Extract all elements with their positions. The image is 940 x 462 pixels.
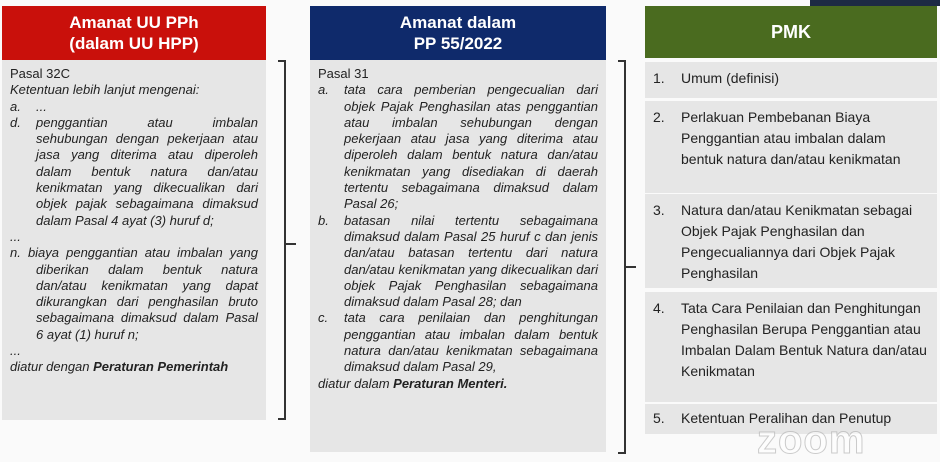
lead-text: Ketentuan lebih lanjut mengenai:: [10, 82, 200, 98]
header-pp-55: [310, 6, 606, 60]
item-text: penggantian atau imbalan sehubungan dengan pekerjaan atau jasa yang diterima atau diperoleh dalam bentuk natura dan/atau kenikmatan yang dikecualikan dari objek pajak sebagaimana dimaksud dalam Pasal 4 ayat (3) huruf d;: [36, 114, 258, 228]
column-uu-pph: [2, 6, 266, 420]
pasal-label: Pasal 32C: [10, 66, 70, 81]
bracket-2-tick: [626, 266, 636, 268]
column-pp-55: [310, 6, 606, 452]
item-text: ...: [36, 98, 47, 114]
footer-bold: Peraturan Menteri.: [393, 375, 508, 391]
header-line-2: PP 55/2022: [413, 34, 503, 53]
pmk-item-2: [645, 101, 937, 193]
ellipsis: ...: [10, 343, 21, 359]
footer-pre: diatur dalam: [318, 375, 394, 391]
bracket-1: [278, 60, 286, 420]
item-number: 1.: [653, 70, 665, 86]
header-pmk: [645, 6, 937, 58]
item-text: tata cara penilaian dan penghitungan penggantian atau imbalan dalam bentuk natura dan/atau kenikmatan sebagaimana dimaksud dalam Pasal 29,: [344, 310, 598, 375]
webcam-thumbnail: [810, 0, 940, 6]
item-number: 5.: [653, 410, 665, 426]
item-number: 2.: [653, 109, 665, 125]
header-line-1: Amanat UU PPh: [69, 13, 199, 32]
ellipsis: ...: [10, 228, 21, 244]
item-text: batasan nilai tertentu sebagaimana dimaksud dalam Pasal 25 huruf c dan jenis dan/atau batasan tertentu dari natura dan/atau kenikmatan yang dikecualikan dari objek Pajak Penghasilan sebagaimana dimaksud dalam Pasal 28; dan: [344, 212, 598, 310]
item-mark: c.: [318, 310, 329, 326]
content-box-pp-55: [310, 60, 606, 452]
header-uu-pph: [2, 6, 266, 60]
item-mark: a.: [318, 82, 329, 98]
pmk-item-3: [645, 194, 937, 288]
bracket-2: [618, 60, 626, 454]
item-text: Tata Cara Penilaian dan Penghitungan Penghasilan Berupa Penggantian atau Imbalan Dalam Bentuk Natura dan/atau Kenikmatan: [681, 300, 927, 379]
column-pmk: [645, 6, 937, 462]
item-text: Perlakuan Pembebanan Biaya Penggantian atau imbalan dalam bentuk natura dan/atau kenikmatan: [681, 109, 901, 167]
item-text: Umum (definisi): [681, 70, 780, 86]
item-mark: d.: [10, 114, 21, 130]
item-text: Natura dan/atau Kenikmatan sebagai Objek Pajak Penghasilan dan Pengecualiannya dari Objek Pajak Penghasilan: [681, 202, 913, 281]
bracket-1-tick: [286, 243, 296, 245]
footer-text: [318, 376, 598, 392]
item-number: 4.: [653, 300, 665, 316]
item-text: Ketentuan Peralihan dan Penutup: [681, 410, 892, 426]
pmk-item-4: [645, 292, 937, 402]
pasal-label: Pasal 31: [318, 66, 369, 81]
zoom-watermark: zoom: [757, 418, 866, 462]
footer-bold: Peraturan Pemerintah: [93, 359, 229, 375]
list-item: [318, 310, 598, 375]
list-item: [318, 213, 598, 311]
pmk-item-1: [645, 62, 937, 98]
content-box-uu-pph: [2, 60, 266, 420]
footer-text: [10, 359, 258, 375]
item-mark: a.: [10, 98, 21, 114]
list-item: [318, 82, 598, 212]
item-number: 3.: [653, 202, 665, 218]
item-text: tata cara pemberian pengecualian dari objek Pajak Penghasilan atas penggantian atau imbalan sehubungan dengan pekerjaan atau jasa yang diterima atau diperoleh dalam bentuk natura dan/atau kenikmatan yang disediakan di daerah tertentu sebagaimana dimaksud dalam Pasal 26;: [344, 82, 598, 212]
header-line-2: (dalam UU HPP): [69, 34, 199, 53]
footer-pre: diatur dengan: [10, 359, 94, 375]
item-mark: b.: [318, 212, 329, 228]
list-item: [10, 115, 258, 229]
header-line-1: Amanat dalam: [399, 13, 517, 32]
header-line-1: PMK: [771, 21, 811, 42]
item-n-text: n. biaya penggantian atau imbalan yang diberikan dalam bentuk natura dan/atau kenikmatan yang dapat dikurangkan dari penghasilan bruto sebagaimana dimaksud dalam Pasal 6 ayat (1) huruf n;: [10, 245, 258, 342]
list-item: [10, 99, 258, 115]
